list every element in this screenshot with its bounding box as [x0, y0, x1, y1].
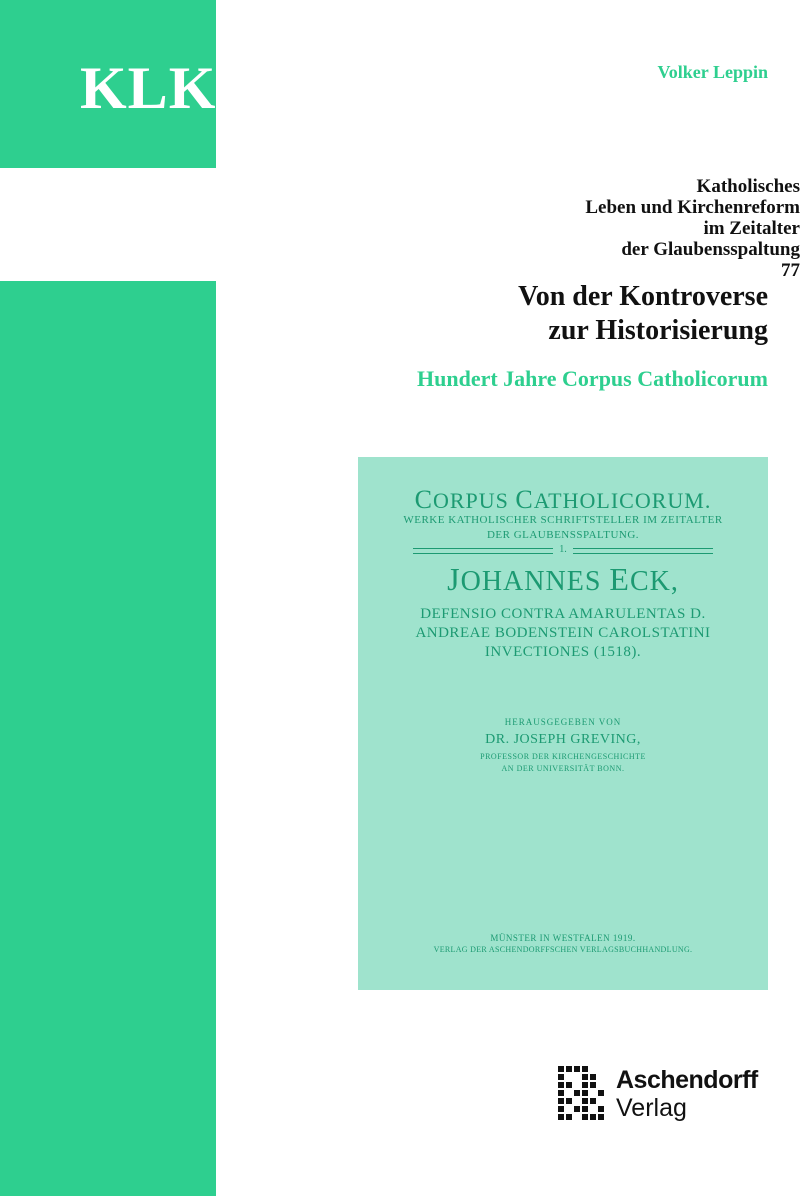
series-line: der Glaubensspaltung	[621, 239, 800, 260]
plate-imprint-publisher: VERLAG DER ASCHENDORFFSCHEN VERLAGSBUCHHANDLUNG.	[433, 945, 693, 954]
series-line: Leben und Kirchenreform	[585, 197, 800, 218]
book-title	[300, 280, 768, 348]
publisher-logo	[558, 1062, 768, 1132]
publisher-name: Aschendorff	[616, 1066, 758, 1094]
plate-imprint-place: MÜNSTER IN WESTFALEN 1919.	[490, 933, 636, 943]
book-title-line: zur Historisierung	[548, 315, 768, 346]
aschendorff-logo-icon	[558, 1066, 604, 1126]
plate-series-title: CORPUS CATHOLICORUM.	[414, 485, 712, 514]
plate-work-title-line: INVECTIONES (1518).	[484, 644, 642, 660]
plate-volume-number: 1.	[559, 544, 567, 555]
plate-editor: DR. JOSEPH GREVING,	[485, 732, 641, 747]
series-line: Katholisches	[696, 176, 800, 197]
plate-work-title-line: ANDREAE BODENSTEIN CAROLSTATINI	[415, 625, 711, 641]
plate-work-title-line: DEFENSIO CONTRA AMARULENTAS D.	[420, 606, 706, 622]
plate-editor-university: AN DER UNIVERSITÄT BONN.	[501, 764, 625, 773]
plate-editor-title: PROFESSOR DER KIRCHENGESCHICHTE	[480, 752, 646, 761]
plate-edited-by: HERAUSGEGEBEN VON	[504, 717, 622, 727]
cover-illustration-title-page	[358, 457, 768, 990]
book-title-line: Von der Kontroverse	[518, 281, 768, 312]
publisher-verlag: Verlag	[616, 1094, 687, 1122]
plate-author: JOHANNES ECK,	[447, 561, 679, 597]
book-subtitle: Hundert Jahre Corpus Catholicorum	[417, 366, 768, 391]
series-label-panel	[0, 168, 216, 281]
plate-series-subtitle-2: DER GLAUBENSSPALTUNG.	[486, 529, 640, 541]
series-line: im Zeitalter	[703, 218, 800, 239]
series-volume-number: 77	[781, 260, 800, 281]
series-title	[584, 176, 800, 281]
series-logo: KLK	[80, 55, 217, 121]
plate-series-subtitle: WERKE KATHOLISCHER SCHRIFTSTELLER IM ZEITALTER	[403, 514, 723, 526]
author-name: Volker Leppin	[657, 62, 768, 82]
